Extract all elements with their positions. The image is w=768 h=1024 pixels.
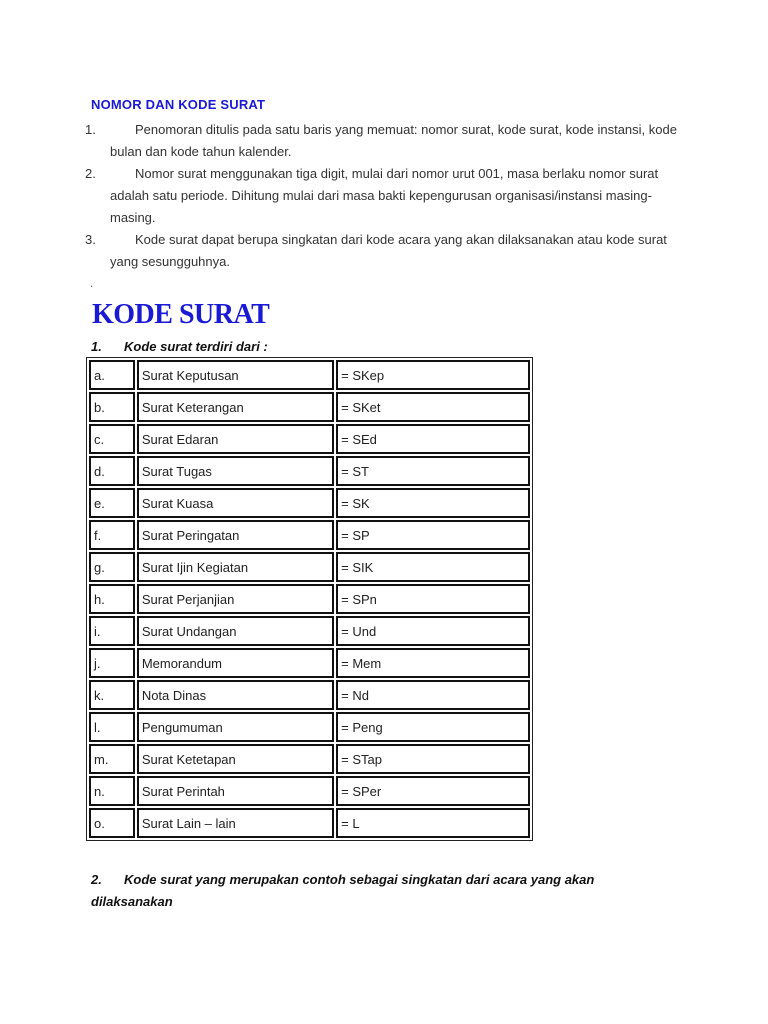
row-code: = SPn <box>336 584 530 614</box>
row-code: = SP <box>336 520 530 550</box>
table-row <box>89 584 530 614</box>
table-row <box>89 808 530 838</box>
row-name: Surat Ijin Kegiatan <box>137 552 334 582</box>
row-code: = SK <box>336 488 530 518</box>
list-item <box>85 119 685 163</box>
row-code: = ST <box>336 456 530 486</box>
row-name: Surat Edaran <box>137 424 334 454</box>
subheading-number: 2. <box>91 872 102 887</box>
row-letter: l. <box>89 712 135 742</box>
subheading-text: Kode surat yang merupakan contoh sebagai singkatan dari acara yang akan dilaksanakan <box>91 872 595 909</box>
row-name: Surat Keputusan <box>137 360 334 390</box>
list-item-text: Nomor surat menggunakan tiga digit, mulai dari nomor urut 001, masa berlaku nomor surat adalah satu periode. Dihitung mulai dari masa bakti kepengurusan organisasi/instansi masing-masing. <box>110 166 659 225</box>
row-name: Nota Dinas <box>137 680 334 710</box>
row-code: = SKep <box>336 360 530 390</box>
row-letter: k. <box>89 680 135 710</box>
list-item-text: Penomoran ditulis pada satu baris yang memuat: nomor surat, kode surat, kode instansi, kode bulan dan kode tahun kalender. <box>110 122 677 159</box>
subheading-text: Kode surat terdiri dari : <box>124 339 268 354</box>
row-name: Memorandum <box>137 648 334 678</box>
row-code: = STap <box>336 744 530 774</box>
row-code: = SIK <box>336 552 530 582</box>
row-letter: d. <box>89 456 135 486</box>
stray-dot: . <box>90 276 94 290</box>
table-row <box>89 488 530 518</box>
row-name: Surat Undangan <box>137 616 334 646</box>
list-item-number: 2. <box>85 166 96 181</box>
row-code: = SPer <box>336 776 530 806</box>
row-code: = L <box>336 808 530 838</box>
row-name: Surat Tugas <box>137 456 334 486</box>
row-code: = Und <box>336 616 530 646</box>
row-code: = Peng <box>336 712 530 742</box>
table-row <box>89 552 530 582</box>
list-item-number: 1. <box>85 122 96 137</box>
table-row <box>89 680 530 710</box>
table-row <box>89 520 530 550</box>
table-row <box>89 776 530 806</box>
row-letter: n. <box>89 776 135 806</box>
row-letter: j. <box>89 648 135 678</box>
row-letter: m. <box>89 744 135 774</box>
row-letter: c. <box>89 424 135 454</box>
row-name: Surat Ketetapan <box>137 744 334 774</box>
table-row <box>89 360 530 390</box>
list-item-number: 3. <box>85 232 96 247</box>
subheading-1 <box>91 339 268 354</box>
table-row <box>89 616 530 646</box>
row-letter: g. <box>89 552 135 582</box>
table-row <box>89 712 530 742</box>
subheading-2 <box>91 869 651 913</box>
list-item <box>85 229 685 273</box>
row-name: Surat Perjanjian <box>137 584 334 614</box>
row-code: = SEd <box>336 424 530 454</box>
table-row <box>89 648 530 678</box>
row-letter: f. <box>89 520 135 550</box>
table-row <box>89 392 530 422</box>
row-letter: o. <box>89 808 135 838</box>
row-name: Surat Lain – lain <box>137 808 334 838</box>
row-letter: h. <box>89 584 135 614</box>
numbered-list <box>85 119 685 273</box>
code-table <box>86 357 533 841</box>
row-name: Pengumuman <box>137 712 334 742</box>
row-letter: a. <box>89 360 135 390</box>
list-item-text: Kode surat dapat berupa singkatan dari kode acara yang akan dilaksanakan atau kode surat yang sesungguhnya. <box>110 232 667 269</box>
row-letter: b. <box>89 392 135 422</box>
row-letter: e. <box>89 488 135 518</box>
code-table-body <box>89 360 530 838</box>
list-item <box>85 163 685 229</box>
table-row <box>89 744 530 774</box>
section-heading-nomor: NOMOR DAN KODE SURAT <box>91 97 266 112</box>
row-name: Surat Keterangan <box>137 392 334 422</box>
row-code: = Nd <box>336 680 530 710</box>
table-row <box>89 456 530 486</box>
page-title: KODE SURAT <box>92 299 270 330</box>
subheading-number: 1. <box>91 339 102 354</box>
row-name: Surat Peringatan <box>137 520 334 550</box>
row-letter: i. <box>89 616 135 646</box>
row-code: = SKet <box>336 392 530 422</box>
table-row <box>89 424 530 454</box>
row-code: = Mem <box>336 648 530 678</box>
row-name: Surat Perintah <box>137 776 334 806</box>
row-name: Surat Kuasa <box>137 488 334 518</box>
